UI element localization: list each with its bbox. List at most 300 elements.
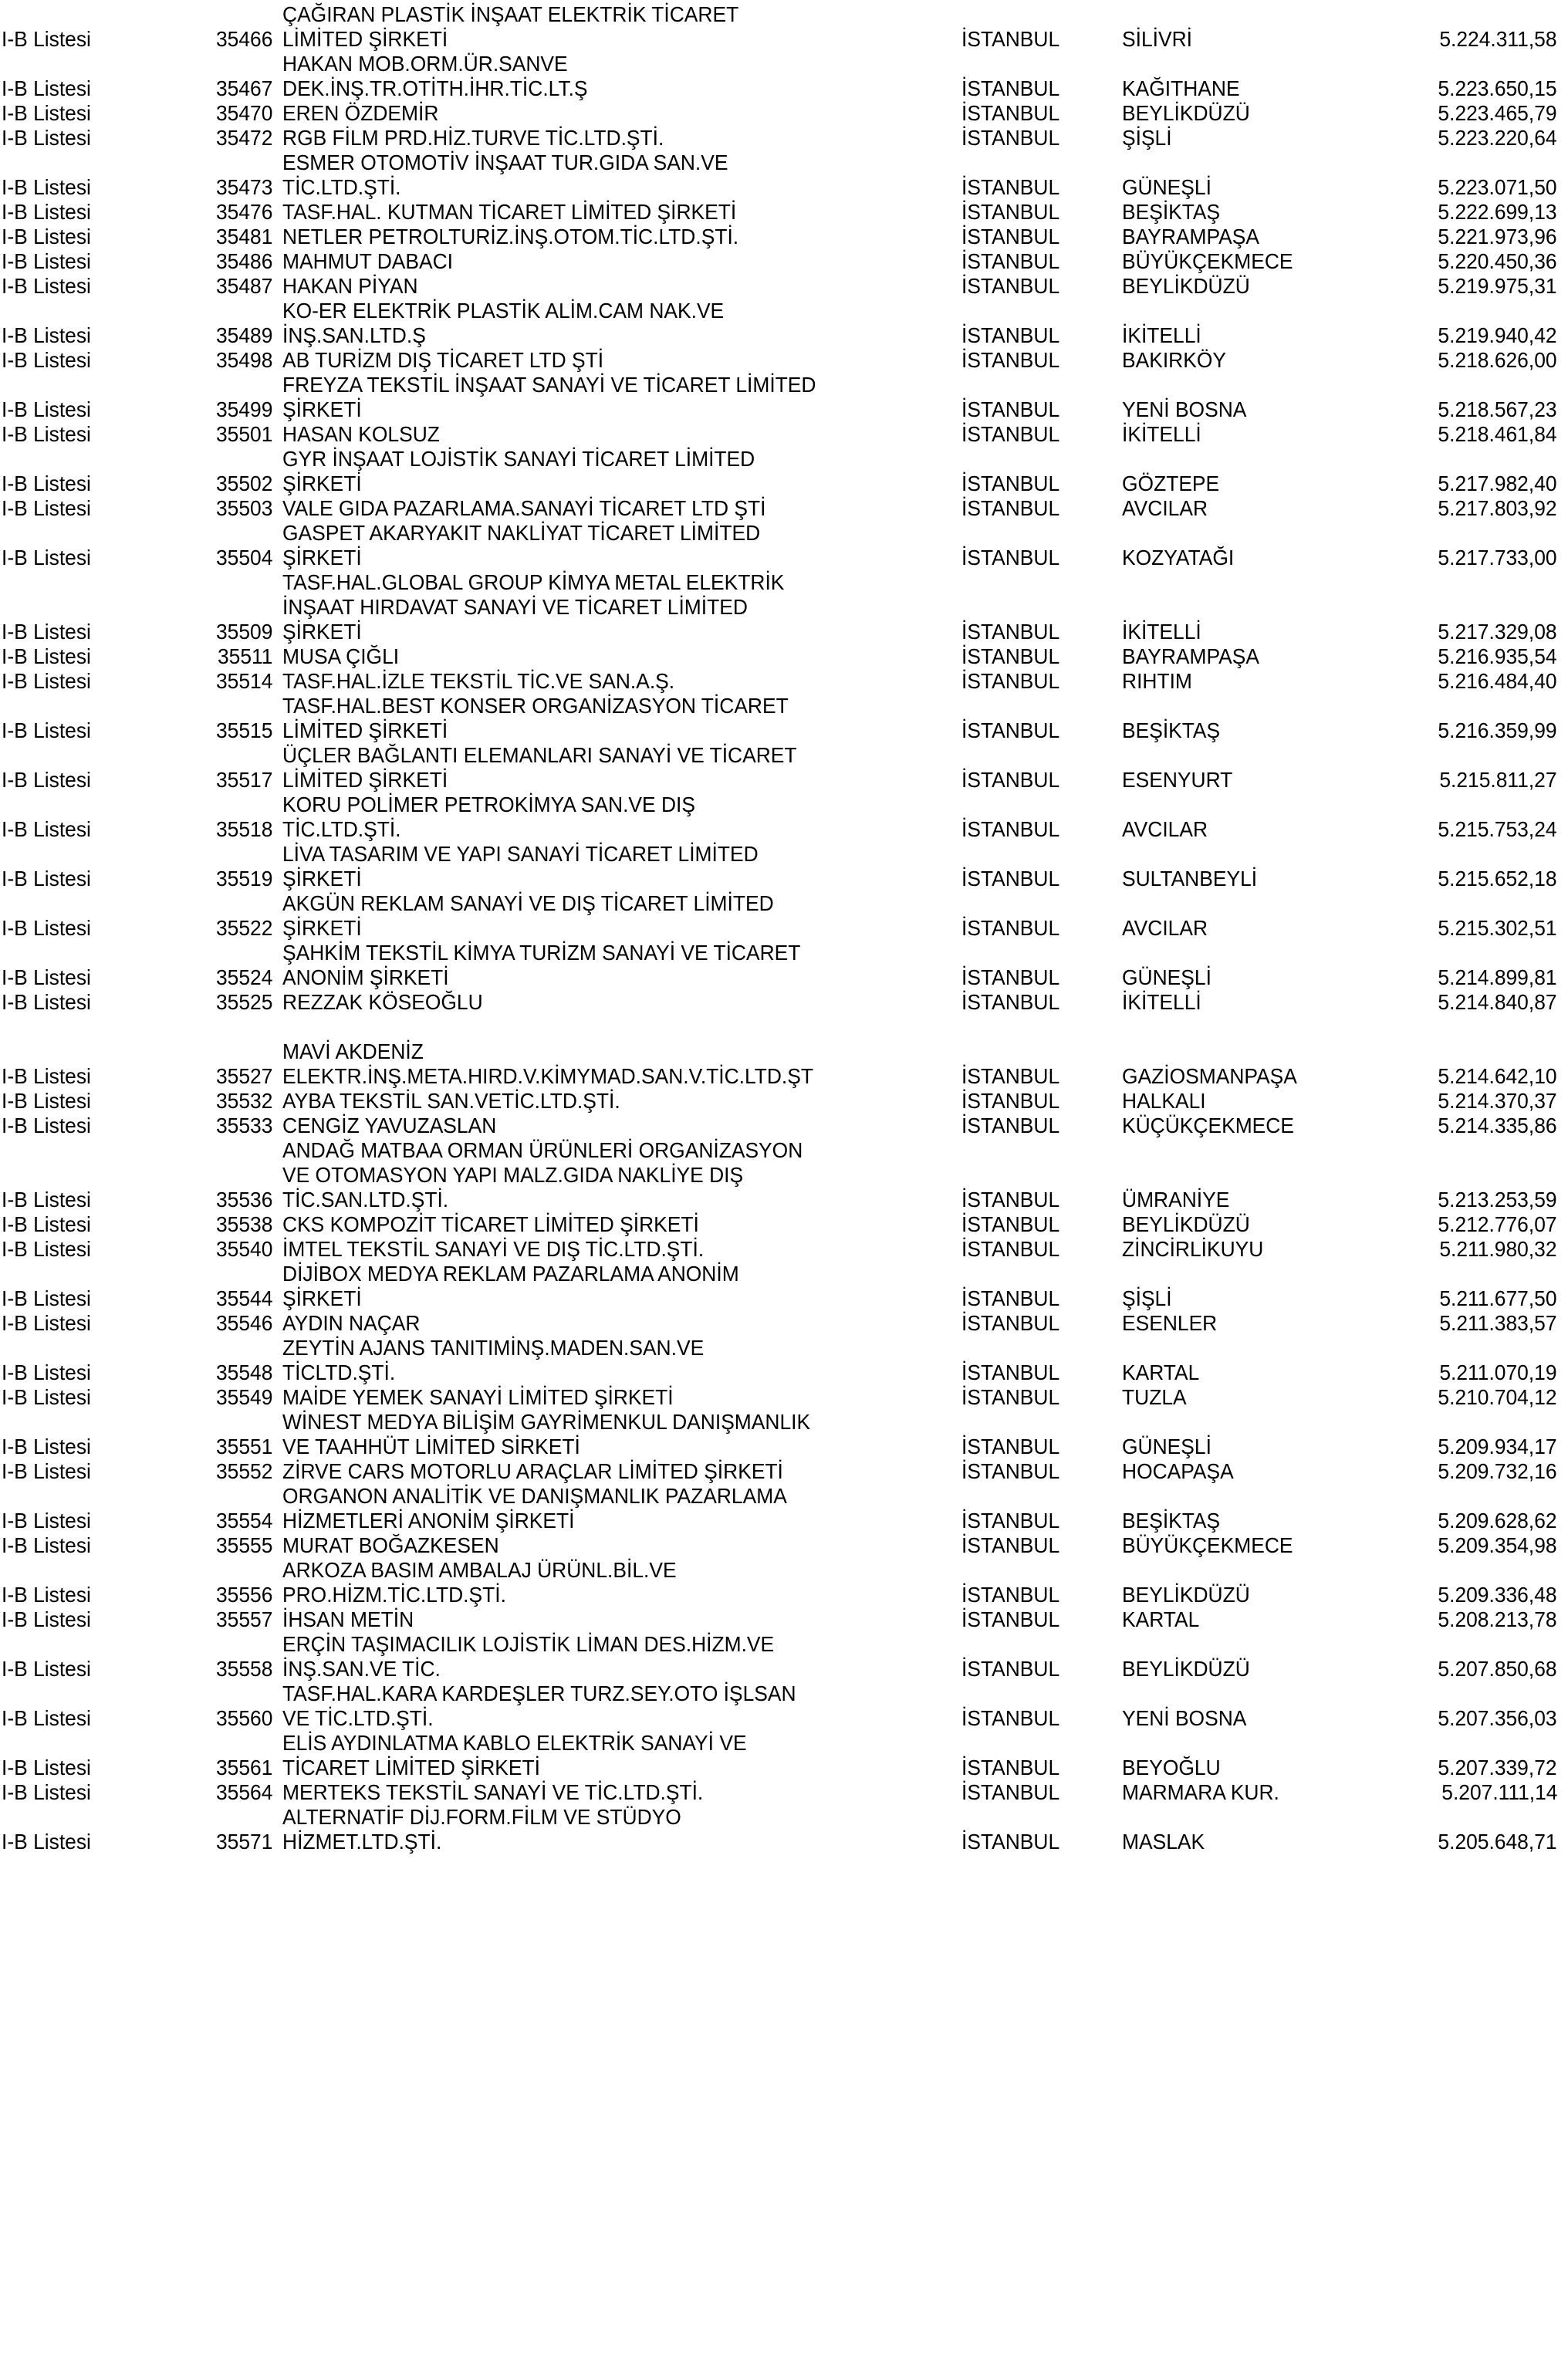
table-row-continuation [0,148,1568,173]
list-type-cell [0,370,198,395]
district-cell: MARMARA KUR. [1122,1779,1279,1804]
city-cell: İSTANBUL [961,1458,1060,1483]
district-cell: AVCILAR [1122,495,1208,520]
table-row [0,815,1568,840]
table-row [0,1210,1568,1235]
table-row [0,1087,1568,1111]
city-cell: İSTANBUL [961,76,1060,100]
city-cell: İSTANBUL [961,174,1060,199]
city-cell [961,49,1122,74]
list-type-cell [0,790,198,815]
amount-cell [1384,1037,1568,1062]
table-row-continuation [0,1630,1568,1654]
company-name-continuation: ŞAHKİM TEKSTİL KİMYA TURİZM SANAYİ VE TİCARET [282,940,801,965]
table-row [0,1235,1568,1259]
district-cell: HALKALI [1122,1088,1206,1113]
list-type-cell: I-B Listesi [2,1582,91,1607]
sequence-cell: 35557 [215,1607,272,1631]
list-type-cell [0,444,198,469]
city-cell [961,1679,1122,1704]
list-type-cell: I-B Listesi [2,668,91,693]
district-cell [1122,1408,1384,1432]
list-type-cell: I-B Listesi [2,1533,91,1557]
city-cell: İSTANBUL [961,866,1060,891]
table-row [0,765,1568,790]
city-cell: İSTANBUL [961,1705,1060,1730]
city-cell: İSTANBUL [961,965,1060,989]
sequence-cell: 35499 [215,397,272,421]
list-type-cell: I-B Listesi [2,965,91,989]
city-cell: İSTANBUL [961,397,1060,421]
city-cell [961,370,1122,395]
company-name-cell: LİMİTED ŞİRKETİ [282,26,448,51]
sequence-cell [198,519,282,543]
city-cell [961,741,1122,765]
city-cell [961,1803,1122,1827]
city-cell: İSTANBUL [961,199,1060,224]
list-type-cell: I-B Listesi [2,1458,91,1483]
list-type-cell [0,1556,198,1580]
list-type-cell: I-B Listesi [2,1384,91,1409]
city-cell [961,568,1122,593]
district-cell: ZİNCİRLİKUYU [1122,1236,1264,1261]
list-type-cell: I-B Listesi [2,1088,91,1113]
table-row [0,321,1568,346]
sequence-cell: 35517 [215,767,272,792]
city-cell: İSTANBUL [961,1212,1060,1236]
list-type-cell [0,593,198,617]
amount-cell: 5.216.359,99 [1438,718,1557,742]
city-cell [961,1161,1122,1185]
table-row [0,1506,1568,1531]
list-type-cell [0,148,198,173]
amount-cell: 5.211.070,19 [1439,1360,1557,1384]
table-row-continuation [0,691,1568,716]
city-cell: İSTANBUL [961,1063,1060,1088]
city-cell [961,1012,1122,1037]
table-row [0,914,1568,938]
company-name-cell: ŞİRKETİ [282,397,362,421]
company-name-continuation: KORU POLİMER PETROKİMYA SAN.VE DIŞ [282,792,695,816]
company-name-cell: ELEKTR.İNŞ.META.HIRD.V.KİMYMAD.SAN.V.TİC.LTD.ŞT [282,1063,814,1088]
table-row-continuation [0,741,1568,765]
sequence-cell [198,741,282,765]
district-cell: SULTANBEYLİ [1122,866,1258,891]
district-cell [1122,1161,1384,1185]
district-cell: AVCILAR [1122,915,1208,940]
company-name-cell: NETLER PETROLTURİZ.İNŞ.OTOM.TİC.LTD.ŞTİ. [282,224,739,248]
table-row-continuation [0,0,1568,25]
district-cell [1122,1136,1384,1161]
list-type-cell [0,938,198,963]
company-name-continuation: LİVA TASARIM VE YAPI SANAYİ TİCARET LİMİTED [282,841,759,866]
list-type-cell [0,1729,198,1753]
amount-cell: 5.215.302,51 [1438,915,1557,940]
district-cell [1122,1482,1384,1506]
city-cell: İSTANBUL [961,273,1060,298]
list-type-cell: I-B Listesi [2,1656,91,1681]
district-cell: ÜMRANİYE [1122,1187,1230,1212]
table-row-continuation [0,1408,1568,1432]
district-cell [1122,568,1384,593]
city-cell: İSTANBUL [961,1360,1060,1384]
district-cell: RIHTIM [1122,668,1192,693]
sequence-cell: 35498 [215,347,272,372]
list-type-cell: I-B Listesi [2,125,91,150]
amount-cell: 5.216.484,40 [1438,668,1557,693]
district-cell: BAYRAMPAŞA [1122,644,1260,668]
table-row-continuation [0,1161,1568,1185]
district-cell: GÜNEŞLİ [1122,174,1211,199]
amount-cell [1384,370,1568,395]
district-cell: İKİTELLİ [1122,323,1201,347]
table-row [0,222,1568,247]
company-name-continuation: TASF.HAL.BEST KONSER ORGANİZASYON TİCARET [282,693,789,718]
sequence-cell: 35552 [215,1458,272,1483]
sequence-cell: 35481 [215,224,272,248]
sequence-cell: 35548 [215,1360,272,1384]
amount-cell [1384,1679,1568,1704]
sequence-cell: 35571 [215,1829,272,1854]
list-type-cell: I-B Listesi [2,248,91,273]
table-row [0,988,1568,1012]
company-name-cell: TASF.HAL.İZLE TEKSTİL TİC.VE SAN.A.Ş. [282,668,675,693]
amount-cell [1384,889,1568,914]
company-name-cell: İNŞ.SAN.VE TİC. [282,1656,441,1681]
amount-cell [1384,691,1568,716]
amount-cell [1384,49,1568,74]
list-type-cell: I-B Listesi [2,76,91,100]
sequence-cell: 35522 [215,915,272,940]
table-row [0,198,1568,222]
company-name-cell: AYBA TEKSTİL SAN.VETİC.LTD.ŞTİ. [282,1088,620,1113]
list-type-cell [0,49,198,74]
amount-cell: 5.223.465,79 [1438,100,1557,125]
district-cell: BEYLİKDÜZÜ [1122,1212,1250,1236]
sequence-cell: 35546 [215,1310,272,1335]
city-cell [961,1259,1122,1284]
city-cell [961,1037,1122,1062]
company-name-continuation: ERÇİN TAŞIMACILIK LOJİSTİK LİMAN DES.HİZM.VE [282,1631,775,1656]
sequence-cell [198,790,282,815]
table-row-continuation [0,1333,1568,1358]
sequence-cell [198,1482,282,1506]
table-row [0,123,1568,148]
city-cell: İSTANBUL [961,1113,1060,1137]
table-row-continuation [0,889,1568,914]
city-cell: İSTANBUL [961,545,1060,569]
list-type-cell: I-B Listesi [2,495,91,520]
city-cell: İSTANBUL [961,1656,1060,1681]
amount-cell: 5.210.704,12 [1438,1384,1557,1409]
amount-cell: 5.220.450,36 [1438,248,1557,273]
list-type-cell: I-B Listesi [2,397,91,421]
company-name-cell: CKS KOMPOZİT TİCARET LİMİTED ŞİRKETİ [282,1212,699,1236]
city-cell: İSTANBUL [961,1310,1060,1335]
amount-cell: 5.214.899,81 [1438,965,1557,989]
city-cell: İSTANBUL [961,26,1060,51]
amount-cell: 5.217.733,00 [1438,545,1557,569]
amount-cell: 5.217.982,40 [1438,471,1557,495]
sequence-cell [198,1259,282,1284]
company-name-cell: MUSA ÇIĞLI [282,644,400,668]
sequence-cell: 35551 [215,1434,272,1458]
amount-cell: 5.211.677,50 [1439,1286,1557,1310]
company-name-cell: HİZMETLERİ ANONİM ŞİRKETİ [282,1508,575,1533]
district-cell [1122,148,1384,173]
amount-cell: 5.209.934,17 [1438,1434,1557,1458]
sequence-cell: 35524 [215,965,272,989]
district-cell: TUZLA [1122,1384,1187,1409]
company-name-cell: RGB FİLM PRD.HİZ.TURVE TİC.LTD.ŞTİ. [282,125,664,150]
table-row [0,1309,1568,1333]
company-name-cell: TİC.LTD.ŞTİ. [282,816,401,841]
district-cell: GAZİOSMANPAŞA [1122,1063,1297,1088]
sequence-cell: 35518 [215,816,272,841]
table-row [0,642,1568,667]
list-type-cell: I-B Listesi [2,421,91,446]
sequence-cell: 35514 [215,668,272,693]
sequence-cell [198,840,282,864]
company-name-cell: MAHMUT DABACI [282,248,454,273]
sequence-cell: 35555 [215,1533,272,1557]
amount-cell: 5.212.776,07 [1438,1212,1557,1236]
city-cell [961,1630,1122,1654]
sequence-cell [198,0,282,25]
table-row [0,1580,1568,1605]
city-cell: İSTANBUL [961,619,1060,644]
table-row [0,1383,1568,1408]
district-cell: GÜNEŞLİ [1122,965,1211,989]
company-name-cell: TİC.SAN.LTD.ŞTİ. [282,1187,449,1212]
list-type-cell: I-B Listesi [2,273,91,298]
amount-cell: 5.209.336,48 [1438,1582,1557,1607]
sequence-cell [198,1037,282,1062]
table-row-continuation [0,1679,1568,1704]
city-cell: İSTANBUL [961,1607,1060,1631]
table-row [0,716,1568,741]
amount-cell [1384,938,1568,963]
district-cell [1122,1333,1384,1358]
table-row [0,247,1568,272]
district-cell [1122,296,1384,321]
company-name-continuation: DİJİBOX MEDYA REKLAM PAZARLAMA ANONİM [282,1261,739,1286]
district-cell [1122,1679,1384,1704]
city-cell: İSTANBUL [961,644,1060,668]
company-name-cell: HASAN KOLSUZ [282,421,440,446]
district-cell: HOCAPAŞA [1122,1458,1234,1483]
company-name-continuation: ÇAĞIRAN PLASTİK İNŞAAT ELEKTRİK TİCARET [282,2,739,26]
list-type-cell: I-B Listesi [2,1705,91,1730]
company-name-cell: MERTEKS TEKSTİL SANAYİ VE TİC.LTD.ŞTİ. [282,1779,704,1804]
amount-cell: 5.223.071,50 [1438,174,1557,199]
company-name-continuation [282,1012,961,1037]
list-type-cell: I-B Listesi [2,1212,91,1236]
amount-cell [1384,444,1568,469]
city-cell: İSTANBUL [961,1508,1060,1533]
table-row [0,346,1568,370]
amount-cell: 5.217.329,08 [1438,619,1557,644]
list-type-cell [0,1333,198,1358]
amount-cell: 5.214.370,37 [1438,1088,1557,1113]
list-type-cell [0,296,198,321]
city-cell: İSTANBUL [961,495,1060,520]
district-cell: KAĞITHANE [1122,76,1240,100]
list-type-cell: I-B Listesi [2,174,91,199]
table-row [0,864,1568,889]
table-row-continuation [0,444,1568,469]
table-row-continuation [0,1556,1568,1580]
company-name-continuation: HAKAN MOB.ORM.ÜR.SANVE [282,51,568,76]
list-type-cell: I-B Listesi [2,1829,91,1854]
table-row [0,25,1568,49]
amount-cell: 5.215.811,27 [1439,767,1557,792]
city-cell [961,1136,1122,1161]
table-row-continuation [0,1729,1568,1753]
city-cell: İSTANBUL [961,989,1060,1014]
company-name-cell: PRO.HİZM.TİC.LTD.ŞTİ. [282,1582,506,1607]
amount-cell: 5.205.648,71 [1438,1829,1557,1854]
list-type-cell: I-B Listesi [2,1113,91,1137]
city-cell: İSTANBUL [961,224,1060,248]
table-spacer-row [0,1012,1568,1037]
amount-cell [1384,741,1568,765]
amount-cell: 5.218.461,84 [1438,421,1557,446]
company-name-continuation: İNŞAAT HIRDAVAT SANAYİ VE TİCARET LİMİTED [282,594,748,619]
city-cell: İSTANBUL [961,1755,1060,1779]
company-name-cell: REZZAK KÖSEOĞLU [282,989,483,1014]
sequence-cell [198,593,282,617]
list-type-cell: I-B Listesi [2,471,91,495]
district-cell [1122,0,1384,25]
list-type-cell [0,840,198,864]
amount-cell [1384,296,1568,321]
company-name-cell: İNŞ.SAN.LTD.Ş [282,323,426,347]
list-type-cell [0,1037,198,1062]
list-type-cell: I-B Listesi [2,26,91,51]
table-row [0,1827,1568,1852]
table-row [0,1432,1568,1457]
list-type-cell: I-B Listesi [2,1755,91,1779]
table-row-continuation [0,296,1568,321]
amount-cell [1384,1136,1568,1161]
district-cell [1122,790,1384,815]
amount-cell: 5.209.732,16 [1438,1458,1557,1483]
company-name-continuation: ANDAĞ MATBAA ORMAN ÜRÜNLERİ ORGANİZASYON [282,1137,803,1162]
district-cell: İKİTELLİ [1122,989,1201,1014]
sequence-cell: 35502 [215,471,272,495]
company-name-cell: AB TURİZM DIŞ TİCARET LTD ŞTİ [282,347,604,372]
amount-cell [1384,1729,1568,1753]
amount-cell [1384,0,1568,25]
city-cell: İSTANBUL [961,1286,1060,1310]
list-type-cell [0,1136,198,1161]
sequence-cell: 35538 [215,1212,272,1236]
table-row-continuation [0,593,1568,617]
amount-cell: 5.207.111,14 [1441,1779,1557,1804]
company-name-cell: LİMİTED ŞİRKETİ [282,718,448,742]
sequence-cell: 35487 [215,273,272,298]
sequence-cell: 35554 [215,1508,272,1533]
city-cell [961,938,1122,963]
amount-cell: 5.215.753,24 [1438,816,1557,841]
sequence-cell [198,889,282,914]
district-cell [1122,1259,1384,1284]
company-name-cell: İMTEL TEKSTİL SANAYİ VE DIŞ TİC.LTD.ŞTİ. [282,1236,705,1261]
list-type-cell [0,1161,198,1185]
district-cell [1122,938,1384,963]
district-cell: İKİTELLİ [1122,619,1201,644]
company-name-cell: LİMİTED ŞİRKETİ [282,767,448,792]
amount-cell: 5.207.339,72 [1438,1755,1557,1779]
sequence-cell [198,1012,282,1037]
list-type-cell: I-B Listesi [2,1360,91,1384]
amount-cell [1384,1803,1568,1827]
amount-cell [1384,1630,1568,1654]
city-cell: İSTANBUL [961,1384,1060,1409]
list-type-cell [0,1803,198,1827]
district-cell: BEYLİKDÜZÜ [1122,1656,1250,1681]
city-cell [961,1408,1122,1432]
company-name-cell: İHSAN METİN [282,1607,414,1631]
sequence-cell: 35476 [215,199,272,224]
sequence-cell [198,1679,282,1704]
sequence-cell [198,1630,282,1654]
table-row-continuation [0,1803,1568,1827]
company-name-continuation: KO-ER ELEKTRİK PLASTİK ALİM.CAM NAK.VE [282,298,725,323]
list-type-cell: I-B Listesi [2,545,91,569]
district-cell: YENİ BOSNA [1122,397,1247,421]
sequence-cell: 35560 [215,1705,272,1730]
table-row-continuation [0,1136,1568,1161]
sequence-cell: 35564 [215,1779,272,1804]
table-row-continuation [0,568,1568,593]
company-name-cell: ŞİRKETİ [282,545,362,569]
sequence-cell: 35501 [215,421,272,446]
amount-cell: 5.214.335,86 [1438,1113,1557,1137]
sequence-cell [198,49,282,74]
sequence-cell: 35466 [215,26,272,51]
sequence-cell: 35525 [215,989,272,1014]
amount-cell: 5.211.980,32 [1439,1236,1557,1261]
list-type-cell [0,889,198,914]
district-cell: KÜÇÜKÇEKMECE [1122,1113,1294,1137]
amount-cell: 5.214.840,87 [1438,989,1557,1014]
city-cell: İSTANBUL [961,347,1060,372]
sequence-cell: 35470 [215,100,272,125]
city-cell: İSTANBUL [961,1187,1060,1212]
city-cell: İSTANBUL [961,1829,1060,1854]
amount-cell [1384,1556,1568,1580]
sequence-cell: 35558 [215,1656,272,1681]
sequence-cell: 35544 [215,1286,272,1310]
sequence-cell: 35473 [215,174,272,199]
amount-cell [1384,568,1568,593]
district-cell [1122,49,1384,74]
table-row-continuation [0,840,1568,864]
sequence-cell [198,444,282,469]
district-cell: BEYLİKDÜZÜ [1122,273,1250,298]
table-row-continuation [0,1037,1568,1062]
district-cell [1122,840,1384,864]
district-cell: BEŞİKTAŞ [1122,1508,1221,1533]
sequence-cell [198,148,282,173]
list-type-cell [0,1408,198,1432]
sequence-cell: 35549 [215,1384,272,1409]
city-cell [961,889,1122,914]
sequence-cell [198,370,282,395]
city-cell: İSTANBUL [961,471,1060,495]
